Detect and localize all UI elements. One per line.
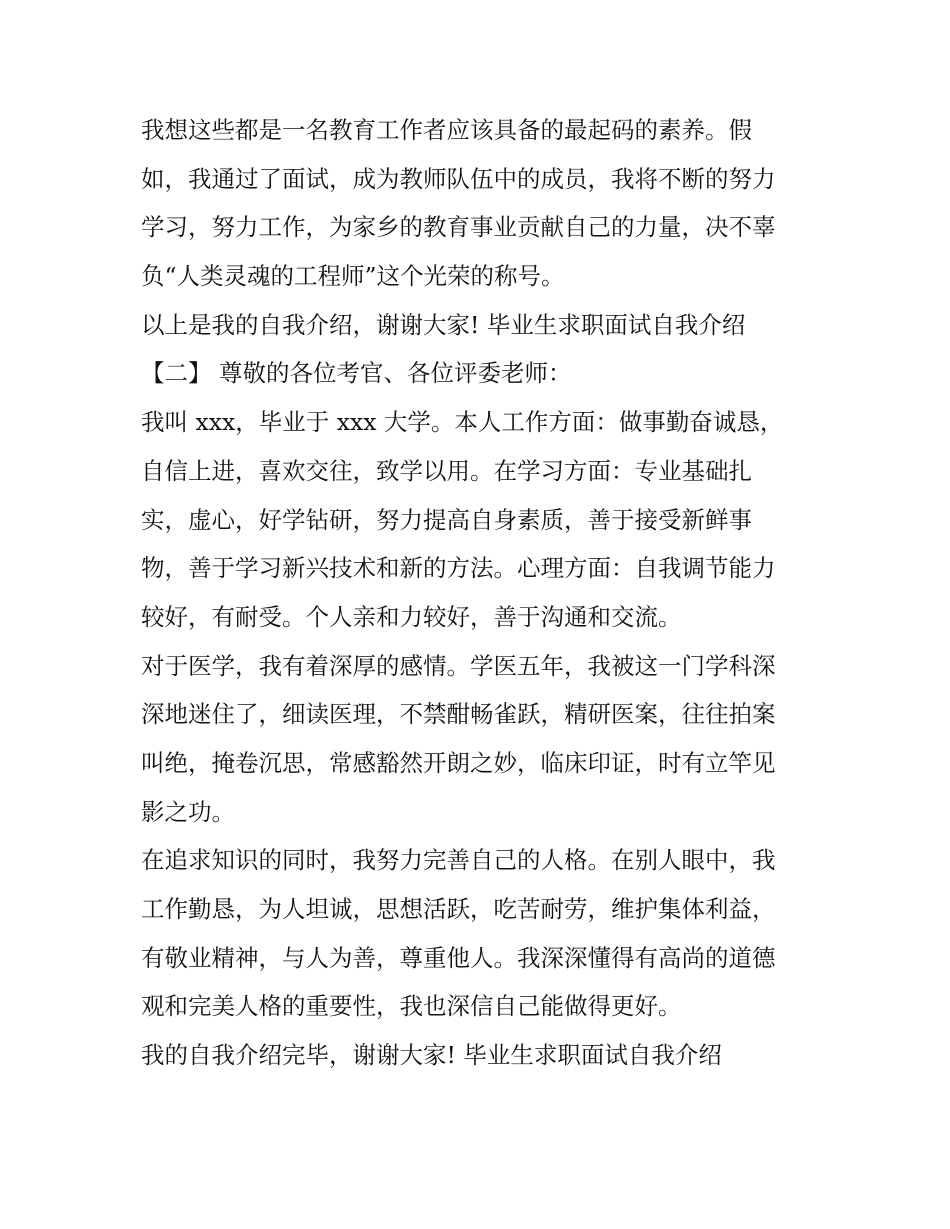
text-line: 对于医学，我有着深厚的感情。学医五年，我被这一门学科深 (141, 651, 776, 680)
text-line: 有敬业精神，与人为善，尊重他人。我深深懂得有高尚的道德 (141, 943, 776, 972)
document-body (141, 106, 831, 1080)
text-line: 物，善于学习新兴技术和新的方法。心理方面：自我调节能力 (141, 554, 776, 583)
text-line: 深地迷住了，细读医理，不禁酣畅雀跃，精研医案，往往拍案 (141, 700, 776, 729)
text-line: 我想这些都是一名教育工作者应该具备的最起码的素养。假 (141, 116, 752, 144)
text-line: 以上是我的自我介绍，谢谢大家! 毕业生求职面试自我介绍 (141, 310, 746, 339)
text-line: 我叫 xxx，毕业于 xxx 大学。本人工作方面：做事勤奋诚恳， (141, 408, 784, 437)
text-line: 学习，努力工作，为家乡的教育事业贡献自己的力量，决不辜 (141, 213, 776, 242)
text-line: 影之功。 (141, 797, 235, 826)
text-line: 在追求知识的同时，我努力完善自己的人格。在别人眼中，我 (141, 846, 776, 875)
text-line: 负“人类灵魂的工程师”这个光荣的称号。 (141, 262, 565, 291)
text-line: 如，我通过了面试，成为教师队伍中的成员，我将不断的努力 (141, 164, 776, 193)
text-line: 实，虚心，好学钻研，努力提高自身素质，善于接受新鲜事 (141, 505, 752, 534)
text-line: 观和完美人格的重要性，我也深信自己能做得更好。 (141, 992, 682, 1021)
section-heading-line: 【二】 尊敬的各位考官、各位评委老师： (141, 359, 572, 388)
text-line: 我的自我介绍完毕，谢谢大家! 毕业生求职面试自我介绍 (141, 1041, 722, 1070)
text-line: 较好，有耐受。个人亲和力较好，善于沟通和交流。 (141, 602, 682, 631)
text-line: 工作勤恳，为人坦诚，思想活跃，吃苦耐劳，维护集体利益， (141, 895, 776, 923)
text-line: 叫绝，掩卷沉思，常感豁然开朗之妙，临床印证，时有立竿见 (141, 748, 776, 777)
text-line: 自信上进，喜欢交往，致学以用。在学习方面：专业基础扎 (141, 456, 752, 485)
